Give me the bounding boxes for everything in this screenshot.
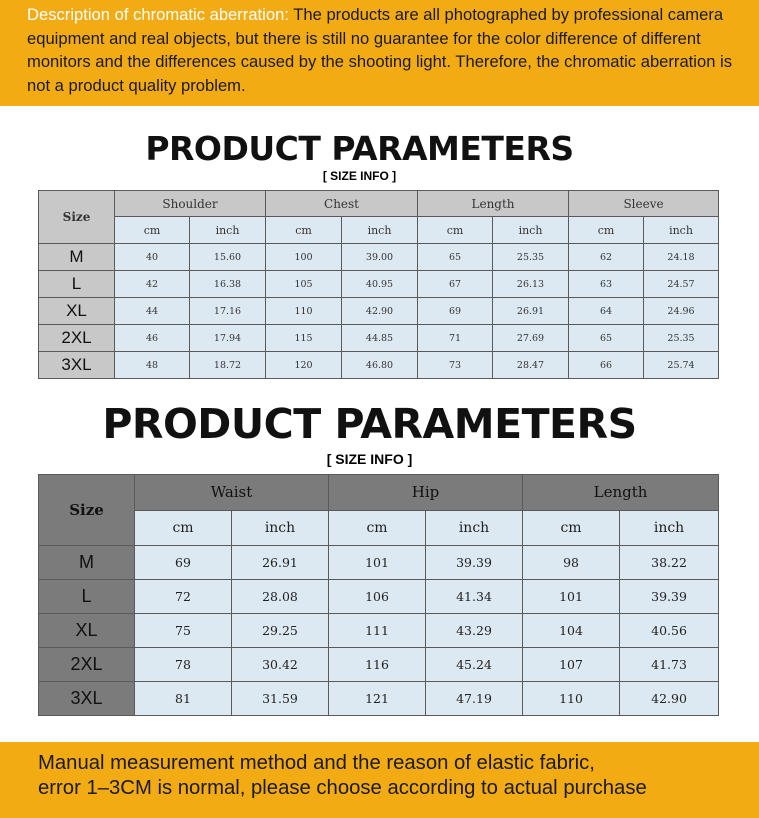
- unit-header: inch: [426, 510, 523, 546]
- value-cell: 44.85: [342, 325, 418, 352]
- value-cell: 69: [135, 546, 232, 580]
- value-cell: 73: [418, 352, 493, 379]
- value-cell: 16.38: [190, 271, 266, 298]
- group-header: Waist: [135, 475, 329, 511]
- value-cell: 71: [418, 325, 493, 352]
- value-cell: 41.73: [620, 648, 719, 682]
- size-label: 3XL: [39, 352, 115, 379]
- notice-line-2: error 1–3CM is normal, please choose according to actual purchase: [38, 777, 647, 799]
- value-cell: 24.18: [644, 244, 719, 271]
- unit-header: inch: [190, 217, 266, 244]
- value-cell: 28.47: [493, 352, 569, 379]
- size-label: L: [39, 580, 135, 614]
- size-label: 2XL: [39, 325, 115, 352]
- value-cell: 44: [115, 298, 190, 325]
- value-cell: 15.60: [190, 244, 266, 271]
- value-cell: 120: [266, 352, 342, 379]
- unit-header: cm: [135, 510, 232, 546]
- value-cell: 29.25: [232, 614, 329, 648]
- table1-subtitle: [ SIZE INFO ]: [322, 169, 397, 183]
- value-cell: 63: [569, 271, 644, 298]
- value-cell: 106: [329, 580, 426, 614]
- size-label: 3XL: [39, 682, 135, 716]
- value-cell: 100: [266, 244, 342, 271]
- value-cell: 46.80: [342, 352, 418, 379]
- value-cell: 115: [266, 325, 342, 352]
- value-cell: 25.35: [644, 325, 719, 352]
- value-cell: 62: [569, 244, 644, 271]
- measurement-notice: [0, 742, 759, 818]
- value-cell: 39.39: [620, 580, 719, 614]
- value-cell: 65: [418, 244, 493, 271]
- table-row: [39, 614, 719, 648]
- value-cell: 24.57: [644, 271, 719, 298]
- unit-header: inch: [644, 217, 719, 244]
- value-cell: 18.72: [190, 352, 266, 379]
- value-cell: 110: [523, 682, 620, 716]
- value-cell: 46: [115, 325, 190, 352]
- value-cell: 111: [329, 614, 426, 648]
- value-cell: 47.19: [426, 682, 523, 716]
- value-cell: 78: [135, 648, 232, 682]
- size-label: XL: [39, 298, 115, 325]
- notice-text: The products are all photographed by professional camera equipment and real objects, but there is still no guarantee for the color difference of different monitors and the differences caused by the shooting light. Therefore, the chromatic aberration is not a product quality problem.: [27, 5, 733, 95]
- size-label: 2XL: [39, 648, 135, 682]
- value-cell: 72: [135, 580, 232, 614]
- value-cell: 42.90: [342, 298, 418, 325]
- table-row: [39, 298, 719, 325]
- value-cell: 39.00: [342, 244, 418, 271]
- value-cell: 38.22: [620, 546, 719, 580]
- value-cell: 26.91: [232, 546, 329, 580]
- unit-header: cm: [418, 217, 493, 244]
- value-cell: 42: [115, 271, 190, 298]
- group-header: Chest: [266, 191, 418, 217]
- value-cell: 30.42: [232, 648, 329, 682]
- value-cell: 40.56: [620, 614, 719, 648]
- table-row: [39, 546, 719, 580]
- notice-line-1: Manual measurement method and the reason of elastic fabric,: [38, 752, 595, 774]
- bottom-size-table: [38, 474, 719, 716]
- value-cell: 81: [135, 682, 232, 716]
- value-cell: 98: [523, 546, 620, 580]
- value-cell: 40.95: [342, 271, 418, 298]
- table2-subtitle: [ SIZE INFO ]: [326, 451, 413, 467]
- size-label: XL: [39, 614, 135, 648]
- value-cell: 45.24: [426, 648, 523, 682]
- value-cell: 110: [266, 298, 342, 325]
- value-cell: 64: [569, 298, 644, 325]
- value-cell: 40: [115, 244, 190, 271]
- unit-header: cm: [569, 217, 644, 244]
- value-cell: 27.69: [493, 325, 569, 352]
- group-header: Sleeve: [569, 191, 719, 217]
- unit-header: inch: [342, 217, 418, 244]
- table2-title: PRODUCT PARAMETERS: [102, 400, 637, 448]
- table1-title: PRODUCT PARAMETERS: [145, 129, 574, 168]
- value-cell: 28.08: [232, 580, 329, 614]
- group-header: Length: [523, 475, 719, 511]
- table-row: [39, 682, 719, 716]
- value-cell: 107: [523, 648, 620, 682]
- value-cell: 69: [418, 298, 493, 325]
- table-row: [39, 244, 719, 271]
- value-cell: 25.74: [644, 352, 719, 379]
- table-row: [39, 580, 719, 614]
- value-cell: 104: [523, 614, 620, 648]
- size-header: Size: [39, 191, 115, 244]
- unit-header: cm: [329, 510, 426, 546]
- value-cell: 39.39: [426, 546, 523, 580]
- unit-header: inch: [232, 510, 329, 546]
- value-cell: 41.34: [426, 580, 523, 614]
- value-cell: 26.13: [493, 271, 569, 298]
- value-cell: 43.29: [426, 614, 523, 648]
- size-label: M: [39, 244, 115, 271]
- value-cell: 67: [418, 271, 493, 298]
- value-cell: 17.94: [190, 325, 266, 352]
- value-cell: 65: [569, 325, 644, 352]
- table-row: [39, 352, 719, 379]
- value-cell: 75: [135, 614, 232, 648]
- unit-header: inch: [493, 217, 569, 244]
- chromatic-aberration-notice: [0, 0, 759, 106]
- unit-header: cm: [266, 217, 342, 244]
- value-cell: 66: [569, 352, 644, 379]
- value-cell: 116: [329, 648, 426, 682]
- value-cell: 26.91: [493, 298, 569, 325]
- group-header: Length: [418, 191, 569, 217]
- table-row: [39, 271, 719, 298]
- size-label: L: [39, 271, 115, 298]
- size-label: M: [39, 546, 135, 580]
- value-cell: 48: [115, 352, 190, 379]
- notice-lead: Description of chromatic aberration:: [27, 5, 289, 24]
- size-header: Size: [39, 475, 135, 546]
- value-cell: 31.59: [232, 682, 329, 716]
- value-cell: 17.16: [190, 298, 266, 325]
- value-cell: 24.96: [644, 298, 719, 325]
- group-header: Hip: [329, 475, 523, 511]
- value-cell: 101: [523, 580, 620, 614]
- value-cell: 101: [329, 546, 426, 580]
- table-row: [39, 648, 719, 682]
- value-cell: 105: [266, 271, 342, 298]
- unit-header: cm: [115, 217, 190, 244]
- value-cell: 121: [329, 682, 426, 716]
- top-size-table: [38, 190, 719, 379]
- group-header: Shoulder: [115, 191, 266, 217]
- value-cell: 42.90: [620, 682, 719, 716]
- value-cell: 25.35: [493, 244, 569, 271]
- unit-header: inch: [620, 510, 719, 546]
- unit-header: cm: [523, 510, 620, 546]
- table-row: [39, 325, 719, 352]
